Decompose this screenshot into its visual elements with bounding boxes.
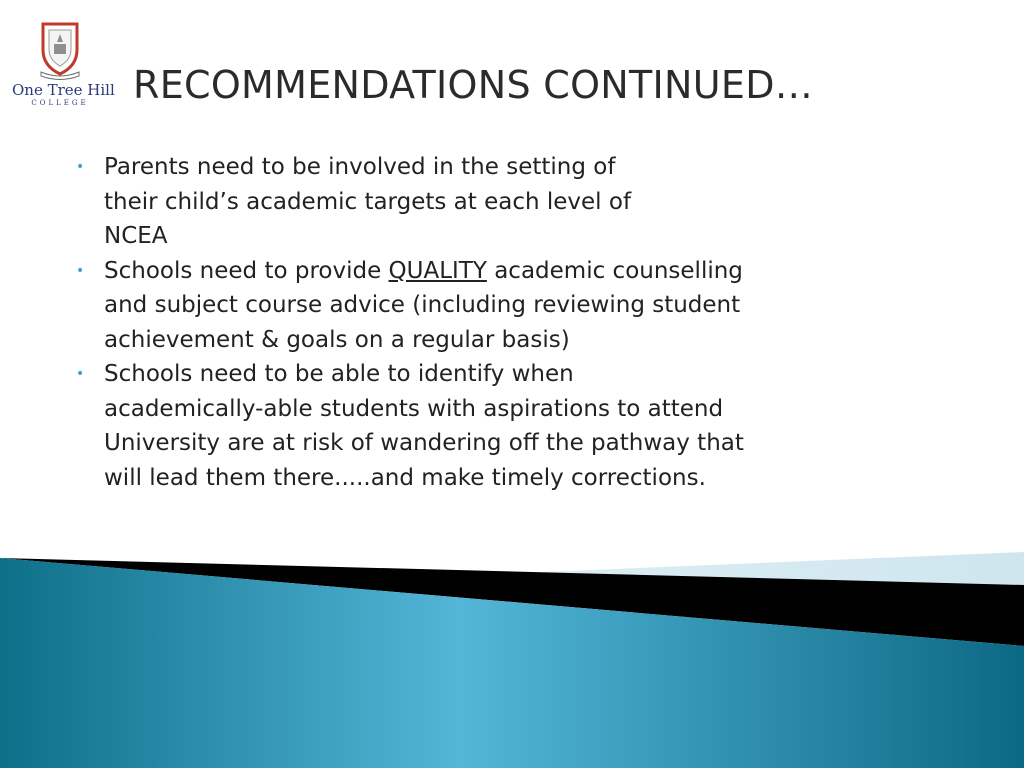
bullet-text: Schools need to provide [104,257,389,284]
college-logo [12,20,115,116]
emphasis-text: QUALITY [388,257,487,284]
bullet-line: academically-able students with aspirations to attend [104,395,724,422]
slide-title: RECOMMENDATIONS CONTINUED… [133,63,814,107]
bullet-icon: • [76,262,85,279]
bullet-line: will lead them there.....and make timely corrections. [104,464,706,491]
bullet-line: and subject course advice (including reviewing student [104,292,741,318]
bullet-line: their child’s academic targets at each level of [104,188,632,215]
bullet-line: Parents need to be involved in the setting of [104,154,616,180]
crest-icon [35,20,85,80]
bullet-list [76,150,926,495]
bullet-line: NCEA [104,223,168,249]
logo-name: One Tree Hill [12,81,115,99]
bullet-line [104,254,926,289]
bullet-text: academic counselling [486,257,743,284]
bullet-icon: • [76,159,85,175]
bullet-item [76,150,926,254]
footer-decoration [0,540,1024,768]
bullet-line: University are at risk of wandering off the pathway that [104,430,744,456]
bullet-line: Schools need to be able to identify when [104,361,574,387]
bullet-icon: • [76,366,85,382]
logo-subtitle: COLLEGE [31,99,89,107]
bullet-line: achievement & goals on a regular basis) [104,326,570,353]
bullet-item [76,357,926,495]
bullet-item [76,254,926,358]
